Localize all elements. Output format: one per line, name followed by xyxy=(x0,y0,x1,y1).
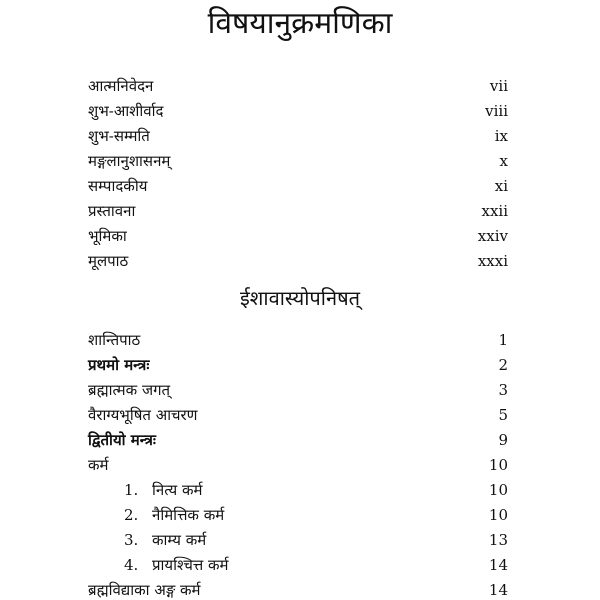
toc-entry-label: शुभ-सम्मति xyxy=(88,127,150,145)
toc-entry-page: 10 xyxy=(488,506,508,524)
toc-entry xyxy=(88,199,508,224)
toc-entry-page: 2 xyxy=(498,356,508,374)
toc-entry xyxy=(88,74,508,99)
toc-entry-page: 10 xyxy=(488,481,508,499)
toc-entry xyxy=(88,353,508,378)
toc-entry-page: 10 xyxy=(488,456,508,474)
toc-entry-page: xi xyxy=(494,177,508,195)
toc-entry-page: x xyxy=(499,152,508,170)
toc-entry-page: xxxi xyxy=(477,252,508,270)
toc-entry-label: शुभ-आशीर्वाद xyxy=(88,102,164,120)
toc-entry-page: 1 xyxy=(498,331,508,349)
toc-entry-page: vii xyxy=(489,77,508,95)
toc-entry-label: भूमिका xyxy=(88,227,127,245)
toc-entry-label: प्रथमो मन्त्रः xyxy=(88,356,150,374)
toc-entry-label: कर्म xyxy=(88,456,109,474)
toc-entry-label: सम्पादकीय xyxy=(88,177,148,195)
toc-entry-page: ix xyxy=(494,127,508,145)
page-title: विषयानुक्रमणिका xyxy=(207,6,393,41)
toc-entry xyxy=(88,149,508,174)
toc-entry xyxy=(88,124,508,149)
toc-entry-label: मूलपाठ xyxy=(88,252,129,270)
toc-entry xyxy=(88,578,508,600)
toc-entry xyxy=(88,99,508,124)
toc-subentry-index: 4. xyxy=(124,556,139,574)
toc-entry xyxy=(88,249,508,274)
toc-entry xyxy=(88,224,508,249)
toc-entry-page: viii xyxy=(485,102,508,120)
toc-entry xyxy=(88,403,508,428)
toc-entry-page: 14 xyxy=(488,556,508,574)
toc-subentry-index: 1. xyxy=(124,481,139,499)
toc-entry-page: xxii xyxy=(481,202,508,220)
toc-entry-label: आत्मनिवेदन xyxy=(88,77,154,95)
toc-subentry xyxy=(88,503,508,528)
toc-subentry xyxy=(88,478,508,503)
toc-entry xyxy=(88,378,508,403)
toc-entry-label: काम्य कर्म xyxy=(152,531,207,549)
toc-entry xyxy=(88,428,508,453)
toc-entry-label: द्वितीयो मन्त्रः xyxy=(88,431,156,449)
toc-subentry xyxy=(88,528,508,553)
section-entry-list xyxy=(88,328,508,600)
toc-entry-page: 5 xyxy=(498,406,508,424)
toc-entry-label: ब्रह्मात्मक जगत् xyxy=(88,381,171,399)
toc-entry-label: ब्रह्मविद्याका अङ्ग कर्म xyxy=(88,581,201,599)
toc-entry xyxy=(88,174,508,199)
toc-entry-page: 14 xyxy=(488,581,508,599)
toc-entry-page: 9 xyxy=(498,431,508,449)
front-matter-list xyxy=(88,74,508,274)
toc-subentry xyxy=(88,553,508,578)
toc-entry xyxy=(88,328,508,353)
toc-entry xyxy=(88,453,508,478)
section-heading: ईशावास्योपनिषत् xyxy=(239,286,361,310)
toc-entry-label: प्रायश्चित्त कर्म xyxy=(152,556,229,574)
toc-entry-label: शान्तिपाठ xyxy=(88,331,141,349)
toc-entry-page: 13 xyxy=(488,531,508,549)
toc-entry-label: नैमित्तिक कर्म xyxy=(152,506,225,524)
toc-entry-label: नित्य कर्म xyxy=(152,481,203,499)
toc-entry-label: प्रस्तावना xyxy=(88,202,136,220)
toc-entry-label: मङ्गलानुशासनम् xyxy=(88,152,171,170)
toc-subentry-index: 3. xyxy=(124,531,139,549)
toc-entry-page: xxiv xyxy=(477,227,508,245)
toc-entry-label: वैराग्यभूषित आचरण xyxy=(88,406,198,424)
toc-entry-page: 3 xyxy=(498,381,508,399)
toc-subentry-index: 2. xyxy=(124,506,139,524)
